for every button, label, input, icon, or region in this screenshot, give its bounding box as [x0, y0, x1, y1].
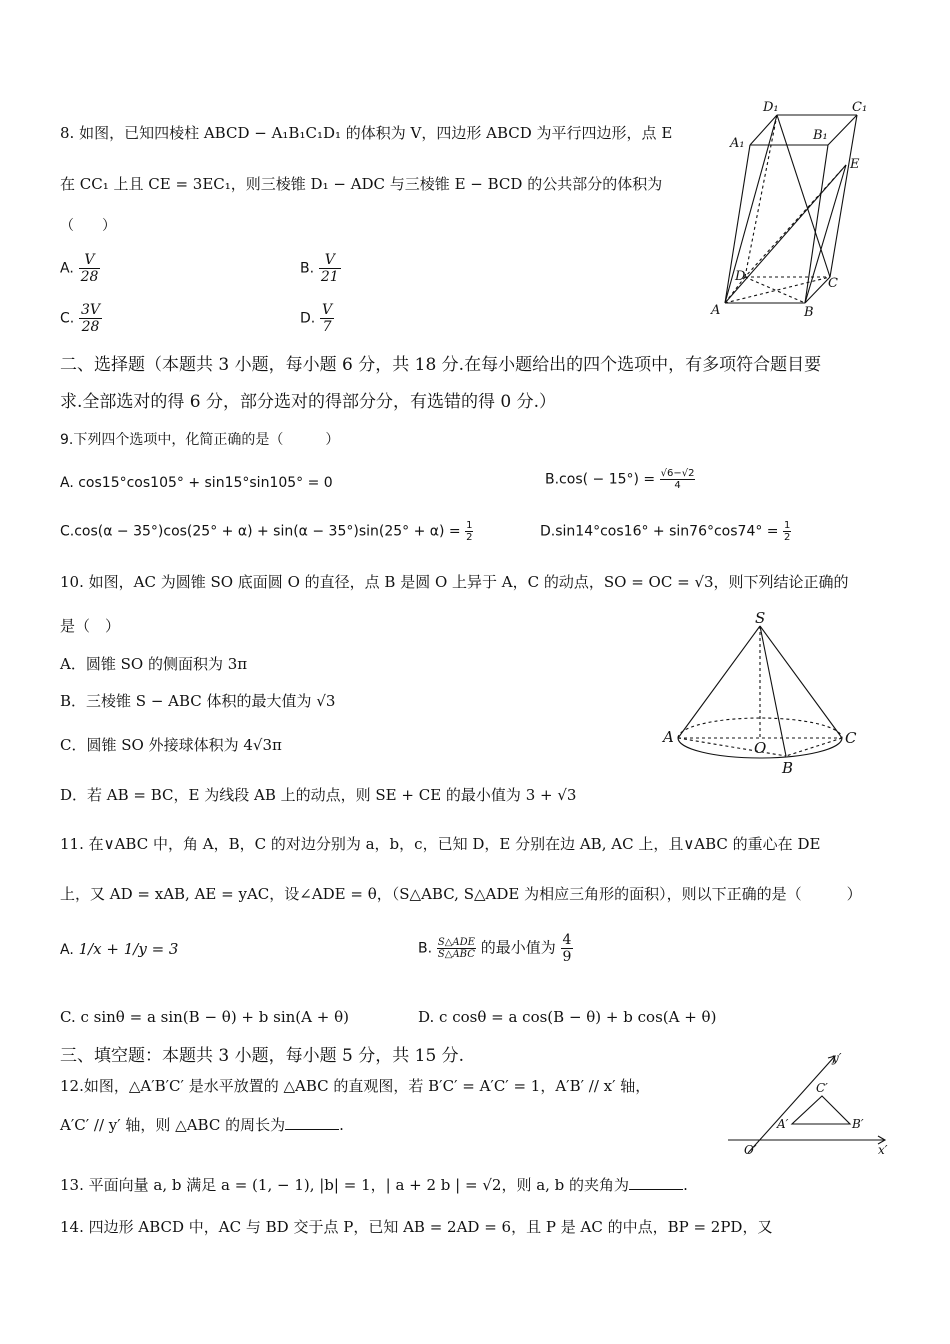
- q11-option-a: A. 1/x + 1/y = 3: [60, 940, 179, 958]
- q9-option-c: C.cos(α − 35°)cos(25° + α) + sin(α − 35°)sin(25° + α) = $\frac{1}{2}$: [60, 520, 473, 543]
- q8-option-b: B. $\frac{V}{21}$: [300, 252, 339, 286]
- q8-paren: （ ）: [60, 218, 116, 234]
- q10-option-b: B．三棱锥 S − ABC 体积的最大值为 √3: [60, 692, 336, 710]
- cone-figure: [660, 610, 870, 780]
- axis-label-x: x′: [878, 1143, 888, 1157]
- q10-stem: 10. 如图，AC 为圆锥 SO 底面圆 O 的直径，点 B 是圆 O 上异于 A，C 的动点，SO = OC = √3，则下列结论正确的: [60, 573, 849, 591]
- q8-stem: 8. 如图，已知四棱柱 ABCD − A₁B₁C₁D₁ 的体积为 V，四边形 ABCD 为平行四边形，点 E: [60, 124, 673, 142]
- tri-label-c: C′: [816, 1081, 828, 1095]
- label-e: E: [850, 157, 860, 172]
- label-c: C: [828, 276, 838, 291]
- label-b1: B₁: [813, 128, 828, 143]
- q8-option-a: A. $\frac{V}{28}$: [60, 252, 99, 286]
- q11-option-d: D. c cosθ = a cos(B − θ) + b cos(A + θ): [418, 1008, 717, 1026]
- q12-line1: 12.如图，△A′B′C′ 是水平放置的 △ABC 的直观图，若 B′C′ = A′C′ = 1，A′B′ // x′ 轴，: [60, 1077, 651, 1095]
- q13: 13. 平面向量 a, b 满足 a = (1, − 1), |b| = 1，| a + 2 b | = √2，则 a, b 的夹角为 .: [60, 1176, 688, 1194]
- cone-label-s: S: [755, 610, 766, 627]
- prism-figure: [700, 95, 880, 320]
- q8-line2: 在 CC₁ 上且 CE = 3EC₁，则三棱锥 D₁ − ADC 与三棱锥 E − BCD 的公共部分的体积为: [60, 175, 663, 193]
- q10-option-d: D．若 AB = BC，E 为线段 AB 上的动点，则 SE + CE 的最小值为 3 + √3: [60, 786, 577, 804]
- q8-option-c: C. $\frac{3V}{28}$: [60, 302, 101, 336]
- tri-label-a: A′: [777, 1117, 789, 1131]
- cone-label-b: B: [782, 759, 794, 777]
- section2-line1: 二、选择题（本题共 3 小题，每小题 6 分，共 18 分.在每小题给出的四个选项中，有多项符合题目要: [60, 355, 822, 375]
- cone-label-a: A: [663, 728, 674, 746]
- q11-line2: 上，又 AD = xAB, AE = yAC，设∠ADE = θ，（S△ABC, S△ADE 为相应三角形的面积），则以下正确的是（ ）: [60, 885, 862, 903]
- q11-stem: 11. 在∨ABC 中，角 A，B，C 的对边分别为 a，b，c，已知 D，E 分别在边 AB, AC 上，且∨ABC 的重心在 DE: [60, 835, 821, 853]
- q10-option-a: A．圆锥 SO 的侧面积为 3π: [60, 655, 248, 673]
- q14-line1: 14. 四边形 ABCD 中，AC 与 BD 交于点 P，已知 AB = 2AD = 6，且 P 是 AC 的中点，BP = 2PD，又: [60, 1218, 773, 1236]
- q11-option-c: C. c sinθ = a sin(B − θ) + b sin(A + θ): [60, 1008, 349, 1026]
- q8-option-d: D. $\frac{V}{7}$: [300, 302, 333, 336]
- q9-option-d: D.sin14°cos16° + sin76°cos74° = $\frac{1}{2}$: [540, 520, 791, 543]
- label-d1: D₁: [763, 100, 779, 115]
- cone-label-c: C: [845, 729, 857, 747]
- q11-option-b: B. S△ADE S△ABC 的最小值为 $\frac{4}{9}$: [418, 932, 572, 966]
- label-c1: C₁: [852, 100, 868, 115]
- axis-label-y: y′: [832, 1051, 842, 1065]
- q9-stem: 9.下列四个选项中，化简正确的是（ ）: [60, 432, 340, 448]
- tri-label-b: B′: [852, 1117, 864, 1131]
- label-a: A: [711, 303, 721, 318]
- q9-option-a: A. cos15°cos105° + sin15°sin105° = 0: [60, 475, 333, 491]
- q12-answer-blank: [285, 1117, 339, 1130]
- q12-line2: A′C′ // y′ 轴，则 △ABC 的周长为 .: [60, 1116, 344, 1134]
- q13-answer-blank: [629, 1177, 683, 1190]
- cone-label-o: O: [754, 739, 767, 757]
- label-d: D: [735, 269, 746, 284]
- axis-label-o: O′: [744, 1143, 757, 1157]
- q10-line2: 是（ ）: [60, 617, 121, 635]
- section3-title: 三、填空题：本题共 3 小题，每小题 5 分，共 15 分.: [60, 1046, 465, 1066]
- section2-line2: 求.全部选对的得 6 分，部分选对的得部分分，有选错的得 0 分.）: [60, 392, 557, 412]
- label-b: B: [804, 305, 814, 320]
- axes-figure: [720, 1048, 895, 1163]
- label-a1: A₁: [730, 136, 745, 151]
- q10-option-c: C．圆锥 SO 外接球体积为 4√3π: [60, 736, 282, 754]
- q9-option-b: B.cos( − 15°) = $\frac{√6-√2}{4}$: [545, 468, 695, 491]
